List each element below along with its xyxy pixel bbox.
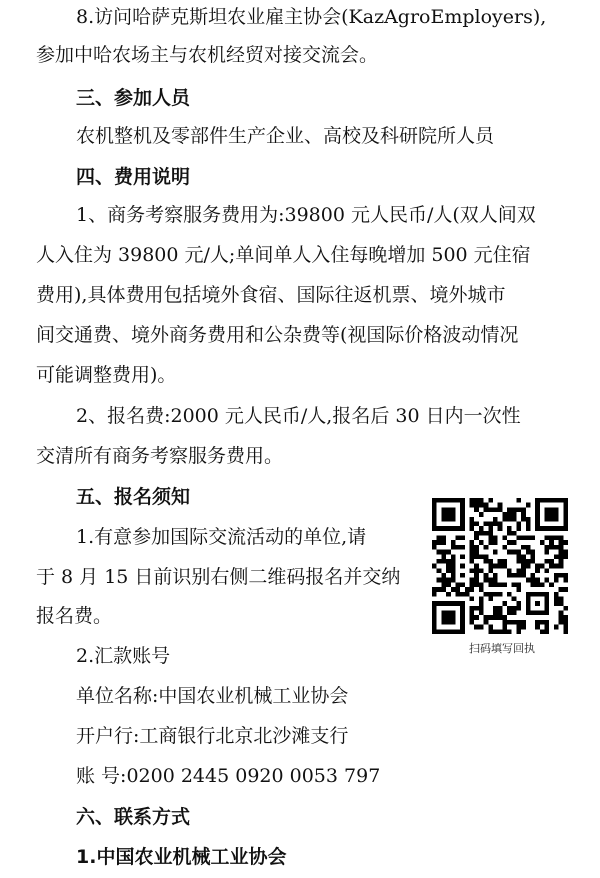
section-4-heading: 四、费用说明 [76, 166, 191, 188]
notice-paragraph-1-line-1: 1.有意参加国际交流活动的单位,请 [76, 526, 367, 548]
fee-paragraph-1-line-2: 人入住为 39800 元/人;单间单人入住每晚增加 500 元住宿 [36, 244, 531, 266]
fee-paragraph-1-line-3: 费用),具体费用包括境外食宿、国际往返机票、境外城市 [36, 284, 506, 306]
registration-qr-block [432, 498, 572, 656]
section-3-text: 农机整机及零部件生产企业、高校及科研院所人员 [76, 125, 495, 147]
item-8-line-1: 8.访问哈萨克斯坦农业雇主协会(KazAgroEmployers), [76, 6, 547, 28]
section-6-heading: 六、联系方式 [76, 806, 191, 828]
section-5-heading: 五、报名须知 [76, 486, 191, 508]
notice-paragraph-1-line-2: 于 8 月 15 日前识别右侧二维码报名并交纳 [36, 566, 401, 588]
fee-paragraph-1-line-1: 1、商务考察服务费用为:39800 元人民币/人(双人间双 [76, 204, 536, 226]
notice-paragraph-1-line-3: 报名费。 [36, 605, 113, 627]
qr-caption: 扫码填写回执 [469, 642, 535, 655]
account-holder-name: 单位名称:中国农业机械工业协会 [76, 685, 349, 707]
fee-paragraph-1-line-4: 间交通费、境外商务费用和公杂费等(视国际价格波动情况 [36, 324, 519, 346]
fee-paragraph-1-line-5: 可能调整费用)。 [36, 364, 177, 386]
fee-paragraph-2-line-2: 交清所有商务考察服务费用。 [36, 445, 284, 467]
section-3-heading: 三、参加人员 [76, 87, 191, 109]
remittance-account-label: 2.汇款账号 [76, 645, 171, 667]
fee-paragraph-2-line-1: 2、报名费:2000 元人民币/人,报名后 30 日内一次性 [76, 405, 521, 427]
account-number: 账 号:0200 2445 0920 0053 797 [76, 765, 381, 787]
item-8-line-2: 参加中哈农场主与农机经贸对接交流会。 [36, 44, 379, 66]
qr-code[interactable] [432, 498, 568, 634]
bank-name: 开户行:工商银行北京北沙滩支行 [76, 725, 349, 747]
contact-item-1: 1.中国农业机械工业协会 [76, 846, 287, 868]
